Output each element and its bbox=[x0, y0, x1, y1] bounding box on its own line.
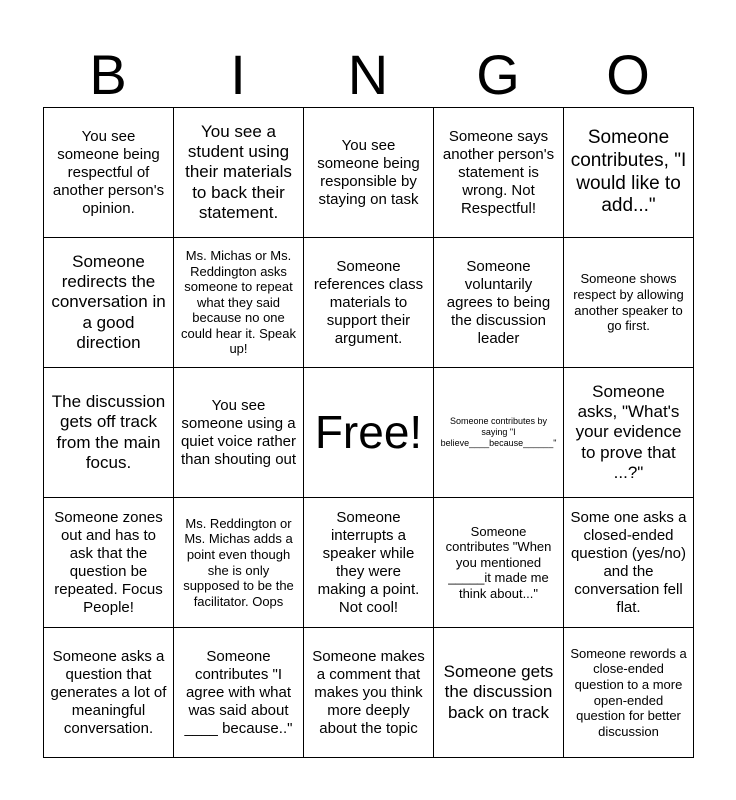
bingo-cell[interactable]: The discussion gets off track from the main focus. bbox=[44, 368, 174, 498]
header-letter-o: O bbox=[606, 43, 650, 106]
bingo-cell[interactable]: You see someone being respectful of another person's opinion. bbox=[44, 108, 174, 238]
bingo-row bbox=[44, 108, 694, 238]
bingo-cell[interactable]: You see someone using a quiet voice rather than shouting out bbox=[174, 368, 304, 498]
bingo-cell[interactable]: Someone contributes "When you mentioned _____it made me think about..." bbox=[434, 498, 564, 628]
bingo-cell[interactable]: Someone contributes "I agree with what was said about ____ because.." bbox=[174, 628, 304, 758]
bingo-row bbox=[44, 368, 694, 498]
bingo-row bbox=[44, 498, 694, 628]
bingo-cell[interactable]: Someone references class materials to support their argument. bbox=[304, 238, 434, 368]
bingo-row bbox=[44, 238, 694, 368]
bingo-header bbox=[43, 44, 693, 106]
bingo-cell[interactable]: Someone says another person's statement is wrong. Not Respectful! bbox=[434, 108, 564, 238]
bingo-cell[interactable]: You see a student using their materials to back their statement. bbox=[174, 108, 304, 238]
bingo-cell[interactable]: Some one asks a closed-ended question (yes/no) and the conversation fell flat. bbox=[564, 498, 694, 628]
bingo-cell[interactable]: Someone asks, "What's your evidence to prove that ...?" bbox=[564, 368, 694, 498]
header-letter-i: I bbox=[230, 43, 246, 106]
header-letter-b: B bbox=[89, 43, 127, 106]
bingo-cell[interactable]: Someone voluntarily agrees to being the discussion leader bbox=[434, 238, 564, 368]
bingo-cell[interactable]: Ms. Reddington or Ms. Michas adds a point even though she is only supposed to be the facilitator. Oops bbox=[174, 498, 304, 628]
bingo-cell[interactable]: Someone interrupts a speaker while they were making a point. Not cool! bbox=[304, 498, 434, 628]
bingo-cell[interactable]: You see someone being responsible by staying on task bbox=[304, 108, 434, 238]
bingo-cell[interactable]: Someone rewords a close-ended question to a more open-ended question for better discussion bbox=[564, 628, 694, 758]
bingo-cell[interactable]: Someone zones out and has to ask that the question be repeated. Focus People! bbox=[44, 498, 174, 628]
free-space-cell[interactable]: Free! bbox=[304, 368, 434, 498]
bingo-cell[interactable]: Someone gets the discussion back on track bbox=[434, 628, 564, 758]
bingo-cell[interactable]: Someone asks a question that generates a lot of meaningful conversation. bbox=[44, 628, 174, 758]
bingo-cell[interactable]: Someone contributes, "I would like to add..." bbox=[564, 108, 694, 238]
header-letter-n: N bbox=[347, 43, 389, 106]
bingo-cell[interactable]: Someone contributes by saying "I believe____because______" bbox=[434, 368, 564, 498]
bingo-board bbox=[43, 107, 694, 758]
header-letter-g: G bbox=[476, 43, 520, 106]
bingo-cell[interactable]: Ms. Michas or Ms. Reddington asks someone to repeat what they said because no one could hear it. Speak up! bbox=[174, 238, 304, 368]
bingo-row bbox=[44, 628, 694, 758]
bingo-cell[interactable]: Someone shows respect by allowing another speaker to go first. bbox=[564, 238, 694, 368]
bingo-cell[interactable]: Someone makes a comment that makes you think more deeply about the topic bbox=[304, 628, 434, 758]
bingo-cell[interactable]: Someone redirects the conversation in a good direction bbox=[44, 238, 174, 368]
